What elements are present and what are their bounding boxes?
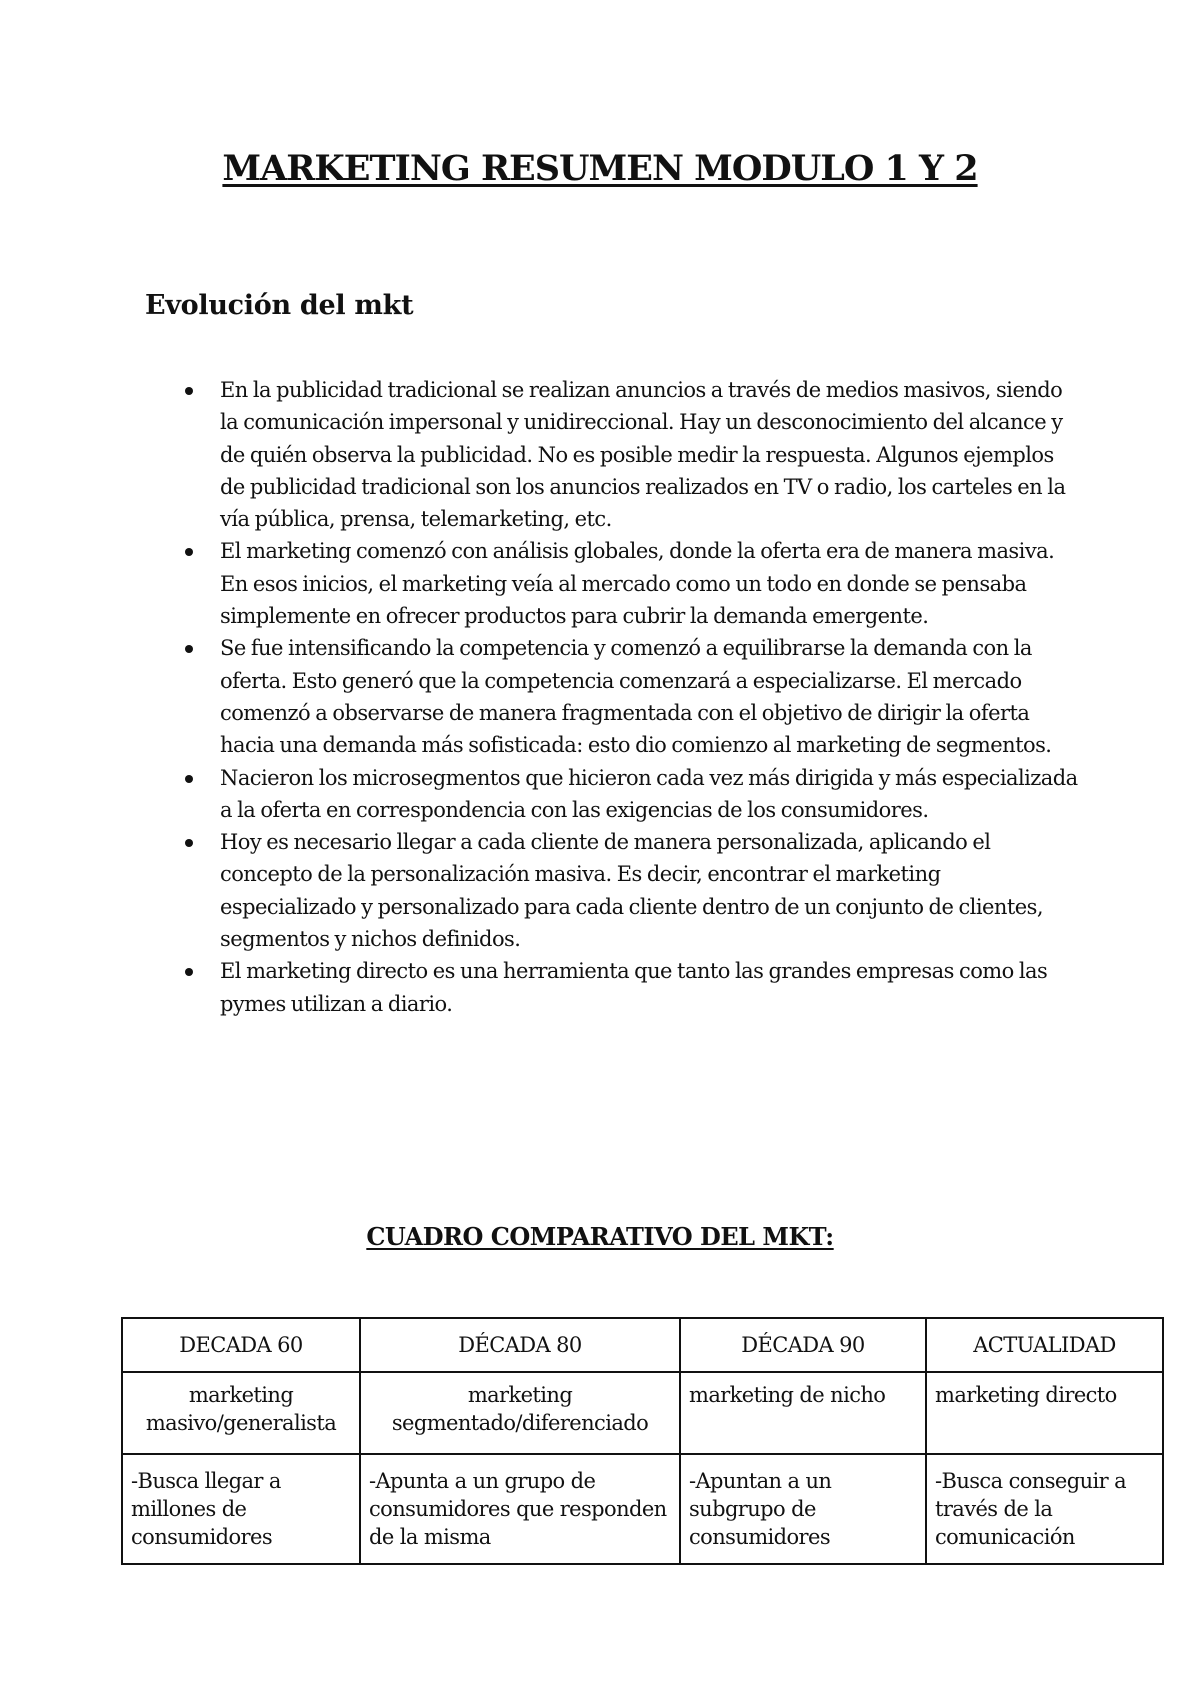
table-cell: marketing masivo/generalista — [122, 1372, 360, 1454]
table-cell: -Busca llegar a millones de consumidores — [122, 1454, 360, 1564]
list-item — [180, 955, 1080, 1020]
list-item — [180, 762, 1080, 827]
bullet-icon — [185, 839, 193, 847]
list-item — [180, 632, 1080, 761]
bullet-icon — [185, 775, 193, 783]
column-header: DÉCADA 80 — [360, 1318, 680, 1372]
list-item — [180, 535, 1080, 632]
document-title: MARKETING RESUMEN MODULO 1 Y 2 — [222, 148, 978, 189]
column-header: DECADA 60 — [122, 1318, 360, 1372]
section-heading: Evolución del mkt — [145, 290, 414, 321]
bullet-icon — [185, 968, 193, 976]
table-header-row — [122, 1318, 1163, 1372]
column-header: DÉCADA 90 — [680, 1318, 926, 1372]
table-cell: -Apunta a un grupo de consumidores que responden de la misma — [360, 1454, 680, 1564]
table-row — [122, 1372, 1163, 1454]
list-item — [180, 374, 1080, 535]
list-item-text: Hoy es necesario llegar a cada cliente de manera personalizada, aplicando el concepto de la personalización masiva. Es decir, encontrar el marketing especializado y personalizado para cada cliente dentro de un conjunto de clientes, segmentos y nichos definidos. — [220, 830, 1043, 952]
bullet-icon — [185, 548, 193, 556]
table-cell: -Busca conseguir a través de la comunicación — [926, 1454, 1163, 1564]
bullet-icon — [185, 645, 193, 653]
list-item — [180, 826, 1080, 955]
table-title: CUADRO COMPARATIVO DEL MKT: — [366, 1222, 834, 1251]
list-item-text: Nacieron los microsegmentos que hicieron cada vez más dirigida y más especializada a la oferta en correspondencia con las exigencias de los consumidores. — [220, 765, 1078, 822]
bullet-list — [180, 374, 1080, 1020]
table-row — [122, 1454, 1163, 1564]
bullet-icon — [185, 387, 193, 395]
table-cell: -Apuntan a un subgrupo de consumidores — [680, 1454, 926, 1564]
table-cell: marketing segmentado/diferenciado — [360, 1372, 680, 1454]
comparison-table — [121, 1317, 1164, 1565]
table-cell: marketing de nicho — [680, 1372, 926, 1454]
list-item-text: El marketing comenzó con análisis globales, donde la oferta era de manera masiva. En esos inicios, el marketing veía al mercado como un todo en donde se pensaba simplemente en ofrecer productos para cubrir la demanda emergente. — [220, 539, 1055, 629]
column-header: ACTUALIDAD — [926, 1318, 1163, 1372]
list-item-text: Se fue intensificando la competencia y comenzó a equilibrarse la demanda con la oferta. Esto generó que la competencia comenzará a especializarse. El mercado comenzó a observarse de manera fragmentada con el objetivo de dirigir la oferta hacia una demanda más sofisticada: esto dio comienzo al marketing de segmentos. — [220, 636, 1052, 758]
list-item-text: El marketing directo es una herramienta que tanto las grandes empresas como las pymes utilizan a diario. — [220, 959, 1048, 1016]
table-cell: marketing directo — [926, 1372, 1163, 1454]
list-item-text: En la publicidad tradicional se realizan anuncios a través de medios masivos, siendo la comunicación impersonal y unidireccional. Hay un desconocimiento del alcance y de quién observa la publicidad. No es posible medir la respuesta. Algunos ejemplos de publicidad tradicional son los anuncios realizados en TV o radio, los carteles en la vía pública, prensa, telemarketing, etc. — [220, 378, 1066, 532]
